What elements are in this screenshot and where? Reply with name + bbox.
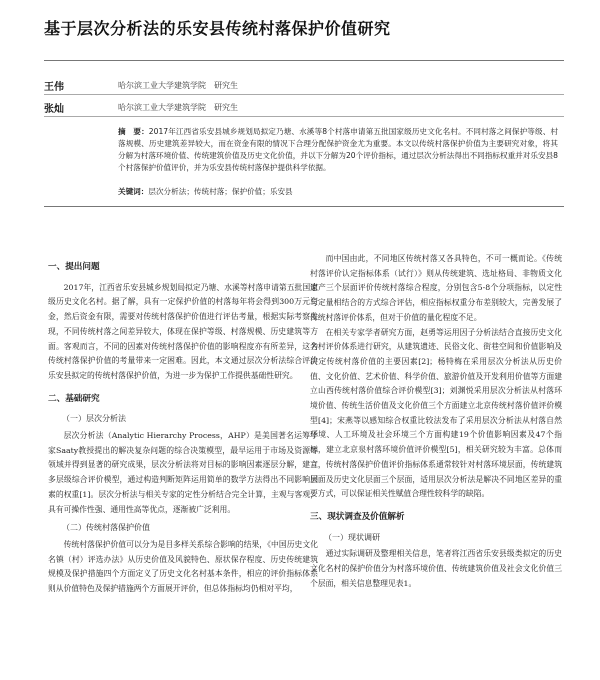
keywords-text: 层次分析法；传统村落；保护价值；乐安县 xyxy=(148,187,293,196)
paper-title: 基于层次分析法的乐安县传统村落保护价值研究 xyxy=(44,19,391,38)
subsection-heading: （二）传统村落保护价值 xyxy=(62,523,150,533)
abstract xyxy=(118,126,558,174)
abstract-rule xyxy=(44,206,564,207)
body-paragraph: 通过实际调研及整理相关信息，笔者将江西省乐安县级类拟定的历史文化名村的保护价值分为村落环境价值、传统建筑价值及社会文化价值三个层面，相关信息整理见表1。 xyxy=(310,549,562,588)
body-paragraph: 传统村落保护价值可以分为是目多样关系综合影响的结果，《中国历史文化名镇（村）评选办法》从历史价值及风貌特色、原状保存程度、历史传统建筑规模及保护措施四个方面定义了历史文化名村基本条件，相应的评价指标体系则从价值特色及保护措施两个方面展开评价，但总体指标均仍相对平均， xyxy=(48,539,318,594)
subsection-heading: （一）现状调研 xyxy=(324,532,380,542)
abstract-text: 2017年江西省乐安县城乡规划局拟定乃塘、水溪等8个村落申请第五批国家级历史文化名村。不同村落之间保护等级、村落规模、历史建筑差异较大，而在资金有限的情况下合理分配保护资金尤为重要。本文以传统村落保护价值为主要研究对象，将其分解为村落环境价值、传统建筑价值及历史文化价值，并以下分解为20个评价指标，通过层次分析法得出不同指标权重并对乐安县8个村落保护价值评价，并为乐安县传统村落保护提供科学依据。 xyxy=(118,127,558,172)
author-divider xyxy=(44,116,564,117)
body-paragraph: 而中国由此，不同地区传统村落又各具特色，不可一概而论。《传统村落评价认定指标体系（试行）》则从传统建筑、选址格局、非物质文化遗产三个层面评价传统村落综合程度，分别包含5-8个分项指标，以定性与定量相结合的方式综合评估，相应指标权重分布差别较大，完善发展了传统村落评价体系，但对于价值的量化程度不足。 xyxy=(310,254,562,322)
abstract-label: 摘 要： xyxy=(118,127,149,136)
section-heading: 一、提出问题 xyxy=(48,262,100,272)
body-paragraph: 2017年，江西省乐安县城乡规划局拟定乃塘、水溪等村落申请第五批国家级历史文化名村。据了解，具有一定保护价值的村落每年将会得到300万元资金，然后资金有限，需要对传统村落保护价值进行评估考量，根据实际考察发现，不同传统村落之间差异较大，体现在保护等级、村落规模、历史建筑等方面。客观而言，不同的因素对传统村落保护价值的影响程度亦有所差异，这为传统村落保护价值的考量带来一定困难。因此，本文通过层次分析法综合评价乐安县拟定的传统村落保护价值，为进一步为保护工作提供基础性研究。 xyxy=(48,282,318,380)
section-heading: 二、基础研究 xyxy=(48,393,100,404)
title-rule xyxy=(44,60,564,61)
section-heading: 三、现状调查及价值解析 xyxy=(310,511,405,522)
author-divider xyxy=(44,94,564,95)
author-name: 张灿 xyxy=(44,104,64,115)
keywords xyxy=(118,186,558,197)
keywords-label: 关键词： xyxy=(118,187,149,196)
right-column xyxy=(310,252,562,591)
body-paragraph: 在相关专家学者研究方面，赵勇等运用因子分析法结合直接历史文化名村评价体系进行研究，从建筑遗迹、民俗文化、街巷空间和价值影响及决定传统村落价值的主要因素[2]；杨特梅在采用层次分析法从历史价值、文化价值、艺术价值、科学价值、旅游价值及开发利用价值等方面建立山西传统村落价值综合评价模型[3]；刘渊悦采用层次分析法从村落环境价值、传统生活价值及文化价值三个方面建立北京传统村落价值评价模型[4]；宋燕等以感知综合权重比较法发布了采用层次分析法从村落自然环境、人工环境及社会环境三个方面构建19个价值影响因素及47个指标，建立北京泉村落环境价值评价模型[5]，相关研究较为丰富。总体而言，传统村落保护价值评价指标体系通常较针对村落环境层面，传统建筑层面及历史文化层面三个层面，适用层次分析法是解决不同地区差异的重要方式，可以保证相关性赋值合理性较科学的缺陷。 xyxy=(310,327,562,499)
body-paragraph: 层次分析法（Analytic Hierarchy Process，AHP）是美国著名运筹学家Saaty教授提出的解决复杂问题的综合决策模型，最早运用于市场及资源等领域并得到显著的研究成果，层次分析法将对目标的影响因素逐层分解，建立多层级综合评价模型，通过构造判断矩阵运用简单的数学方法得出不同影响因素的权重[1]。层次分析法与相关专家的定性分析结合完全计算，主观与客观，具有可操作性强、通用性高等优点，逐渐被广泛利用。 xyxy=(48,431,318,514)
author-affiliation: 哈尔滨工业大学建筑学院 研究生 xyxy=(118,103,238,112)
subsection-heading: （一）层次分析法 xyxy=(62,414,126,424)
author-name: 王伟 xyxy=(44,82,64,93)
author-affiliation: 哈尔滨工业大学建筑学院 研究生 xyxy=(118,81,238,90)
left-column xyxy=(48,252,318,597)
